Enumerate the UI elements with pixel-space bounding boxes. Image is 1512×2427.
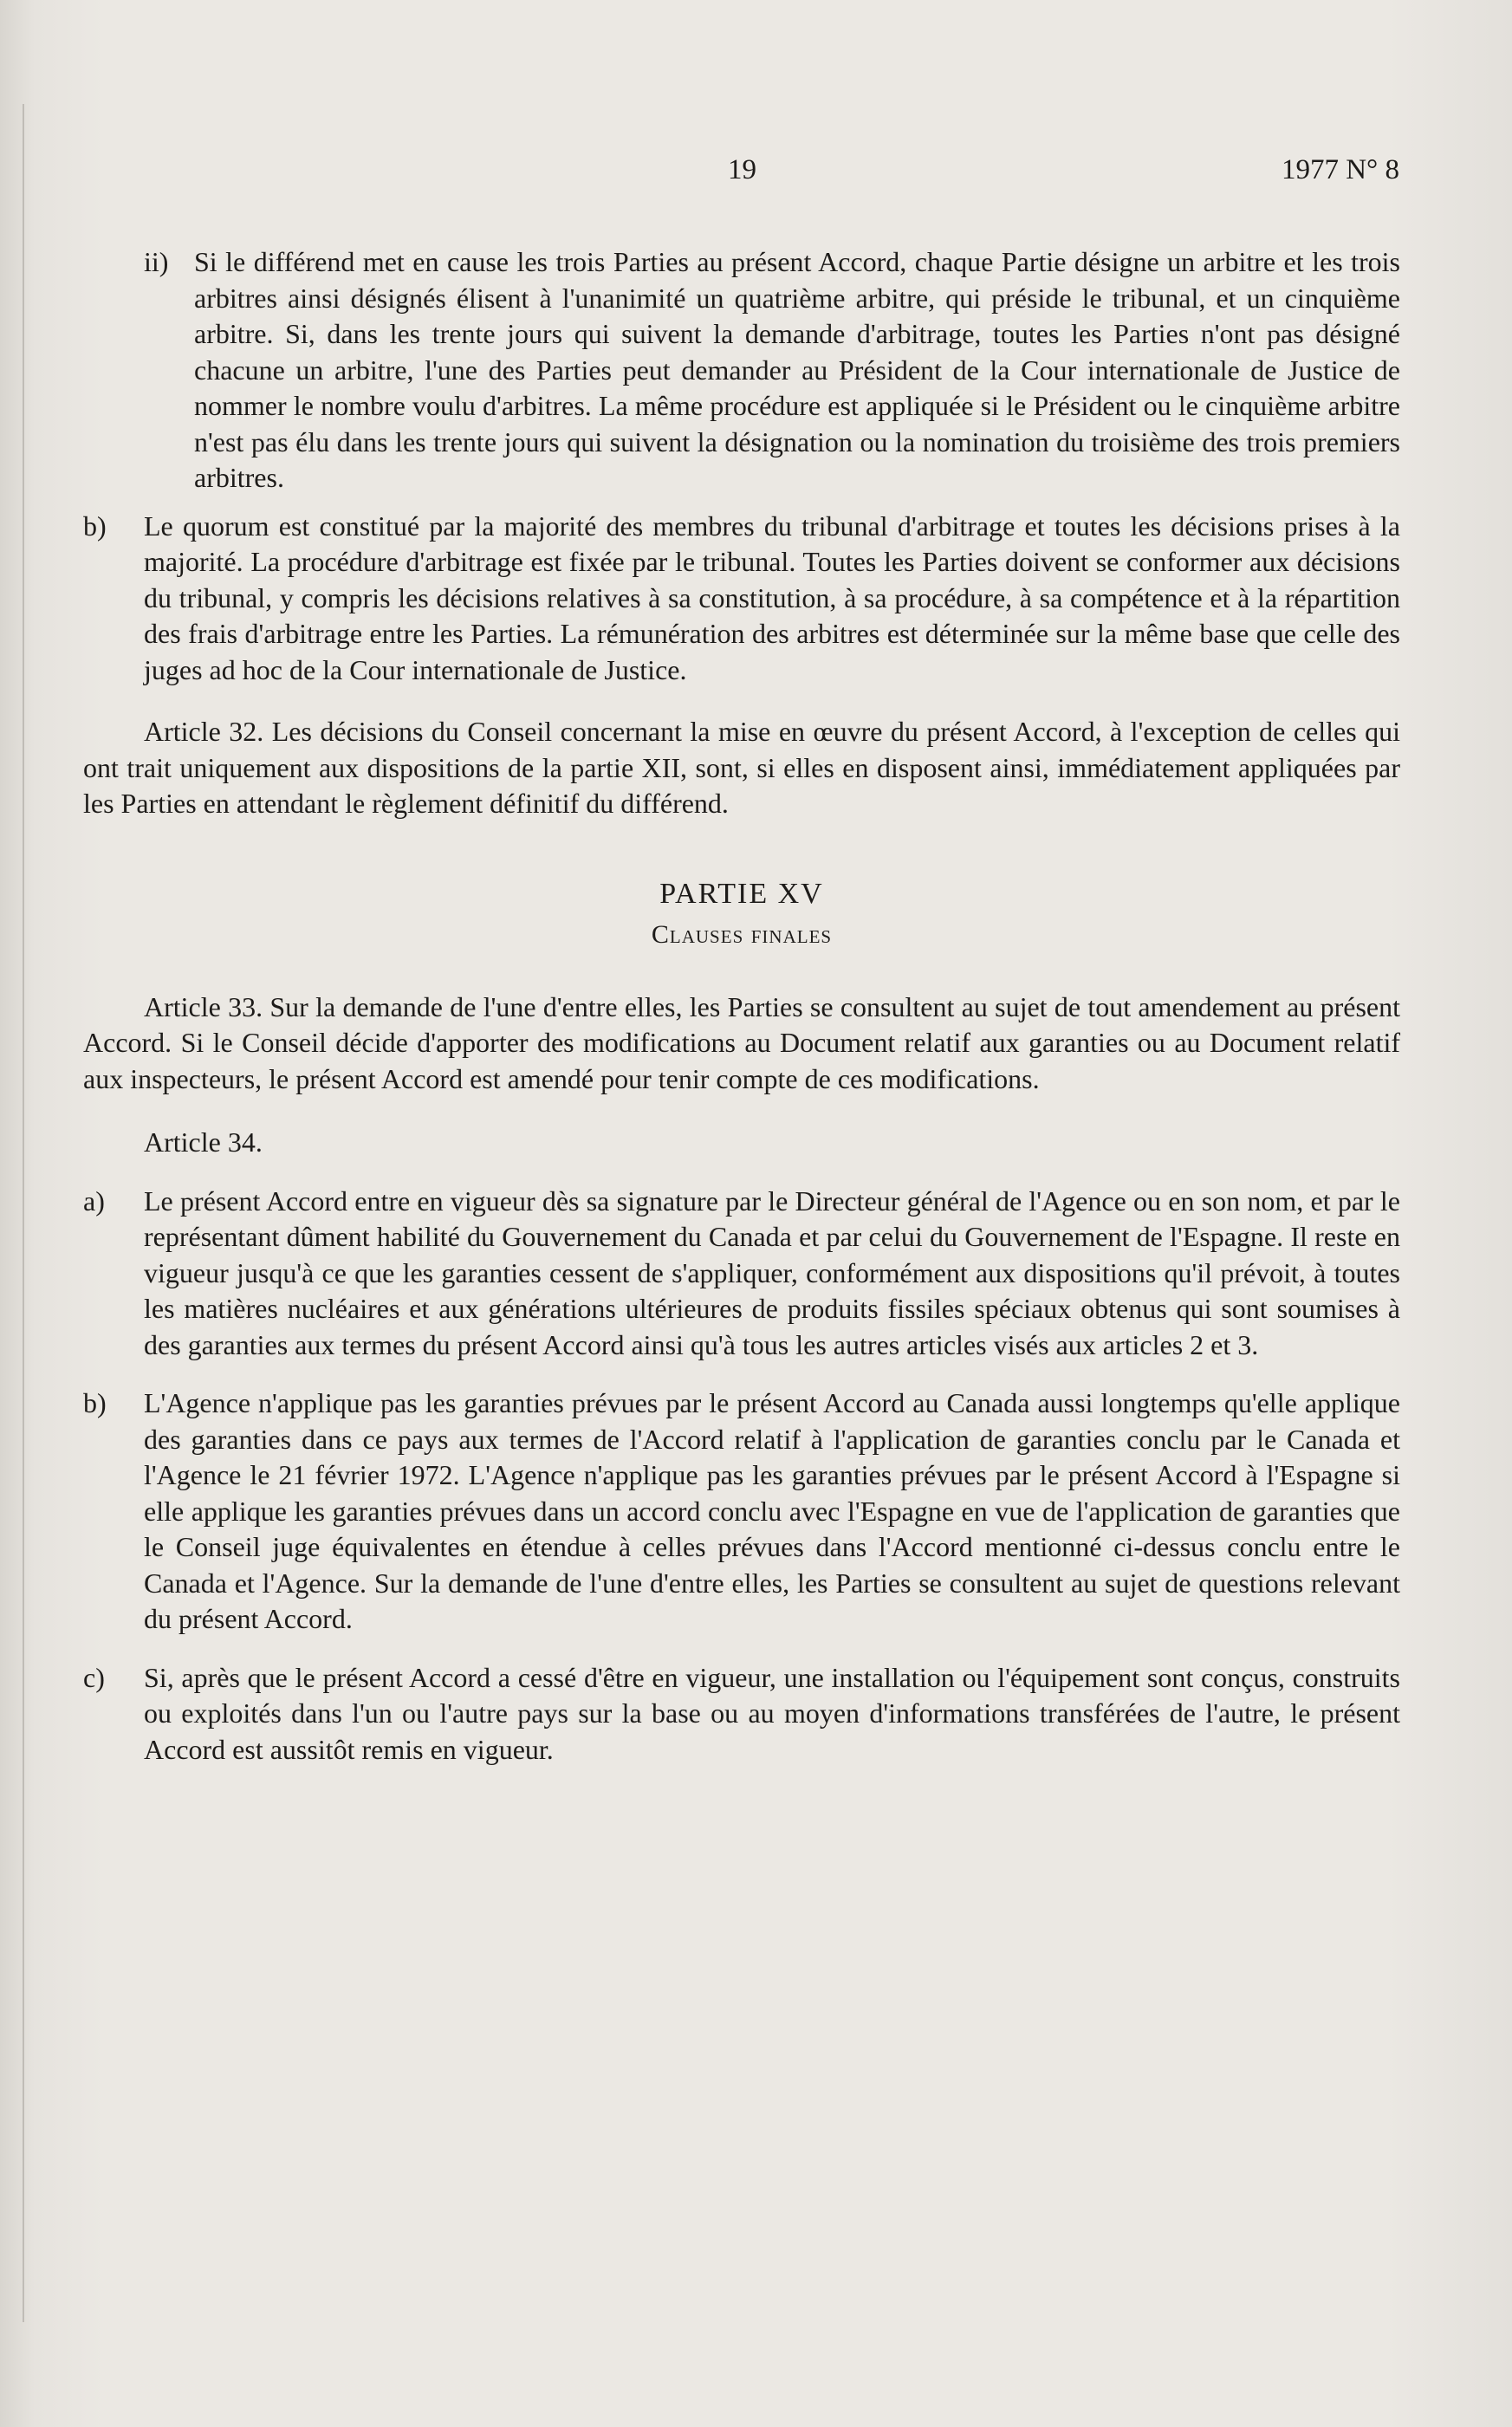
item-label: b) xyxy=(83,509,107,542)
item-label: ii) xyxy=(144,246,169,277)
article-33: Article 33. Sur la demande de l'une d'entre elles, les Parties se consultent au sujet de tout amendement au présent Accord. Si le Conseil décide d'apporter des modifications au Document relatif aux garanties ou au Document relatif aux inspecteurs, le présent Accord est amendé pour tenir compte de ces modifications. xyxy=(83,990,1400,1094)
item-b-article-31 xyxy=(83,509,1400,689)
document-reference: 1977 N° 8 xyxy=(1281,154,1399,185)
page-header xyxy=(0,154,1512,198)
item-label: a) xyxy=(83,1184,105,1217)
page-number: 19 xyxy=(728,154,756,185)
item-text: Si le différend met en cause les trois Parties au présent Accord, chaque Partie désigne un arbitre et les trois arbitres ainsi désignés élisent à l'unanimité un quatrième arbitre, qui préside le tribunal, et un cinquième arbitre. Si, dans les trente jours qui suivent la demande d'arbitrage, toutes les Parties n'ont pas désigné chacune un arbitre, l'une des Parties peut demander au Président de la Cour internationale de Justice de nommer le nombre voulu d'arbitres. La même procédure est appliquée si le Président ou le cinquième arbitre n'est pas élu dans les trente jours qui suivent la désignation ou la nomination du troisième des trois premiers arbitres. xyxy=(194,246,1400,493)
article-34-item-b xyxy=(83,1385,1400,1638)
part-title: PARTIE XV xyxy=(659,877,824,910)
item-text: Le présent Accord entre en vigueur dès sa signature par le Directeur général de l'Agence ou en son nom, et par le représentant dûment habilité du Gouvernement du Canada et par celui du Gouvernement de l'Espagne. Il reste en vigueur jusqu'à ce que les garanties cessent de s'appliquer, conformément aux dispositions qu'il prévoit, à toutes les matières nucléaires et aux générations ultérieures de produits fissiles spéciaux obtenus qui sont soumises à des garanties aux termes du présent Accord ainsi qu'à tous les autres articles visés aux articles 2 et 3. xyxy=(144,1184,1400,1360)
item-label: b) xyxy=(83,1387,107,1418)
article-34-item-a xyxy=(83,1184,1400,1364)
item-text: Le quorum est constitué par la majorité des membres du tribunal d'arbitrage et toutes les décisions prises à la majorité. La procédure d'arbitrage est fixée par le tribunal. Toutes les Parties doivent se conformer aux décisions du tribunal, y compris les décisions relatives à sa constitution, à sa procédure, à sa compétence et à la répartition des frais d'arbitrage entre les Parties. La rémunération des arbitres est déterminée sur la même base que celle des juges ad hoc de la Cour internationale de Justice. xyxy=(144,509,1400,685)
binding-edge xyxy=(23,104,24,2322)
page-content xyxy=(83,244,1400,1768)
part-subtitle: Clauses finales xyxy=(651,920,833,949)
part-heading xyxy=(83,876,1400,953)
sub-item-ii xyxy=(144,244,1400,496)
item-label: c) xyxy=(83,1661,105,1693)
article-32: Article 32. Les décisions du Conseil concernant la mise en œuvre du présent Accord, à l'exception de celles qui ont trait uniquement aux dispositions de la partie XII, sont, si elles en disposent ainsi, immédiatement appliquées par les Parties en attendant le règlement définitif du différend. xyxy=(83,716,1400,819)
item-text: Si, après que le présent Accord a cessé d'être en vigueur, une installation ou l'équipement sont conçus, construits ou exploités dans l'un ou l'autre pays sur la base ou au moyen d'informations transférées de l'autre, le présent Accord est aussitôt remis en vigueur. xyxy=(144,1661,1400,1765)
item-text: L'Agence n'applique pas les garanties prévues par le présent Accord au Canada aussi longtemps qu'elle applique des garanties dans ce pays aux termes de l'Accord relatif à l'application de garanties conclu par le Canada et l'Agence le 21 février 1972. L'Agence n'applique pas les garanties prévues par le présent Accord à l'Espagne si elle applique les garanties prévues dans un accord conclu avec l'Espagne en vue de l'application de garanties que le Conseil juge équivalentes en étendue à celles prévues dans l'Accord mentionné ci-dessus conclu entre le Canada et l'Agence. Sur la demande de l'une d'entre elles, les Parties se consultent au sujet de questions relevant du présent Accord. xyxy=(144,1387,1400,1634)
article-34-item-c xyxy=(83,1660,1400,1768)
article-34-title: Article 34. xyxy=(144,1126,263,1158)
